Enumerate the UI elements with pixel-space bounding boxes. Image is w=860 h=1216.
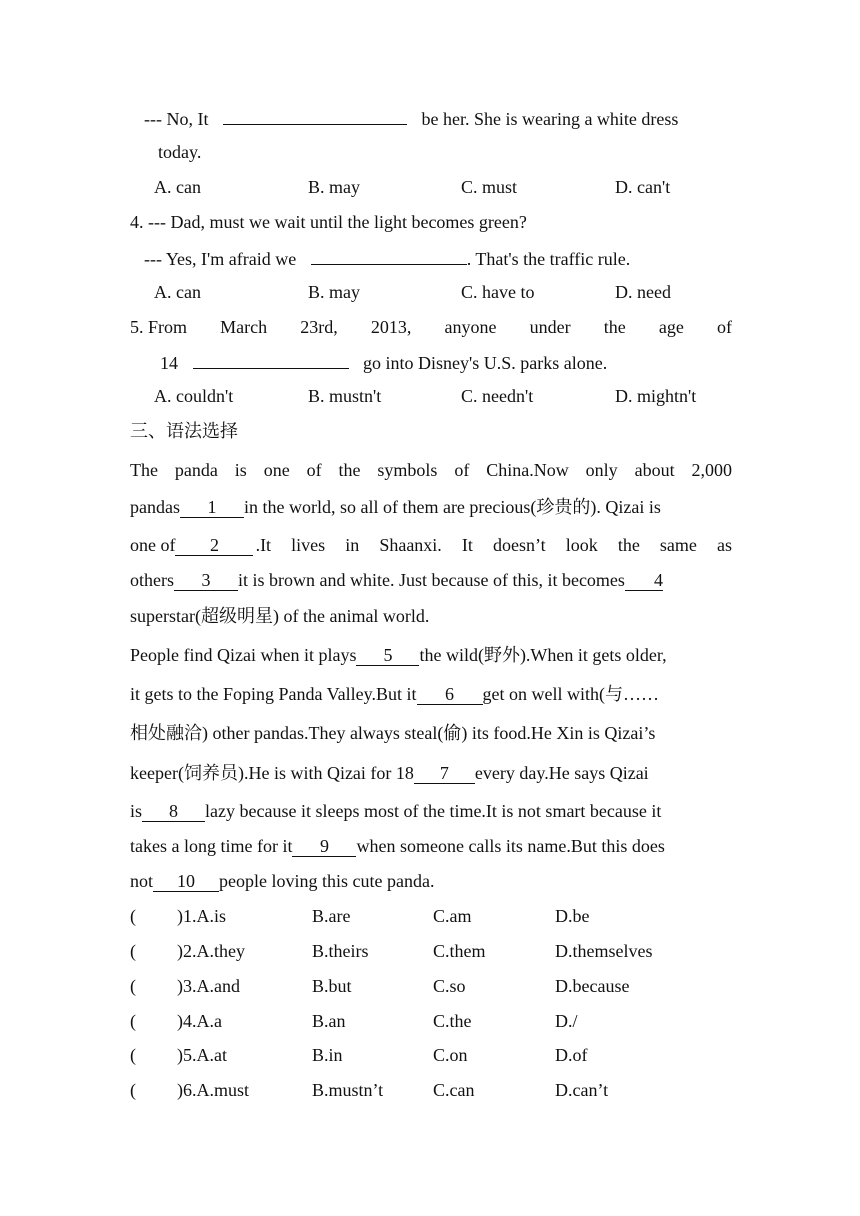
choice-3-c[interactable]: C.so [433, 976, 466, 996]
blank-7[interactable]: 7 [414, 763, 475, 784]
choice-6-d[interactable]: D.can’t [555, 1080, 609, 1100]
passage-p2-line3: 相处融洽) other pandas.They always steal(偷) its food.He Xin is Qizai’s [130, 723, 656, 743]
q5-word: 5. From [130, 317, 188, 337]
q4-answer-line [144, 246, 630, 270]
q3-option-d[interactable]: D. can't [615, 177, 671, 197]
q4-question: 4. --- Dad, must we wait until the light becomes green? [130, 212, 527, 232]
passage-word: It [461, 535, 473, 555]
blank-3[interactable]: 3 [174, 570, 238, 591]
choice-3-a[interactable]: )3.A.and [177, 976, 240, 996]
passage-word: is [234, 460, 247, 480]
passage-word: only [585, 460, 618, 480]
passage-text: people loving this cute panda. [219, 871, 435, 891]
blank-6[interactable]: 6 [417, 684, 483, 705]
choice-row-3-paren: ( [130, 976, 136, 996]
passage-word: .It [255, 535, 272, 555]
choice-2-a[interactable]: )2.A.they [177, 941, 245, 961]
q3-option-b[interactable]: B. may [308, 177, 360, 197]
q5-option-c[interactable]: C. needn't [461, 386, 534, 406]
choice-6-b[interactable]: B.mustn’t [312, 1080, 384, 1100]
q3-answer-line [144, 106, 678, 130]
passage-word: The [130, 460, 158, 480]
passage-word: panda [174, 460, 218, 480]
passage-text: lazy because it sleeps most of the time.It is not smart because it [205, 801, 662, 821]
passage-text: takes a long time for it [130, 836, 293, 856]
choice-5-d[interactable]: D.of [555, 1045, 588, 1065]
choice-6-a[interactable]: )6.A.must [177, 1080, 249, 1100]
passage-p1-line1 [130, 459, 732, 481]
passage-p1-line4 [130, 569, 663, 591]
q3-line1-pre: --- No, It [144, 109, 209, 129]
choice-4-b[interactable]: B.an [312, 1011, 346, 1031]
q5-word: under [529, 317, 571, 337]
passage-word: lives [291, 535, 326, 555]
q4-option-a[interactable]: A. can [154, 282, 201, 302]
passage-p2-line4 [130, 762, 649, 784]
choice-4-a[interactable]: )4.A.a [177, 1011, 222, 1031]
section-title: 三、语法选择 [130, 421, 238, 442]
q4-option-d[interactable]: D. need [615, 282, 671, 302]
choice-3-b[interactable]: B.but [312, 976, 352, 996]
passage-word: Shaanxi. [379, 535, 442, 555]
q5-word: 2013, [370, 317, 412, 337]
passage-word: symbols [377, 460, 438, 480]
passage-word: of [454, 460, 470, 480]
q5-word: age [658, 317, 684, 337]
q4-line2-post: . That's the traffic rule. [466, 249, 631, 269]
passage-word: as [716, 535, 732, 555]
choice-6-c[interactable]: C.can [433, 1080, 475, 1100]
q4-blank[interactable] [311, 246, 467, 265]
choice-1-d[interactable]: D.be [555, 906, 590, 926]
passage-text: is [130, 801, 143, 821]
choice-4-c[interactable]: C.the [433, 1011, 472, 1031]
q5-word: March [220, 317, 268, 337]
q3-option-c[interactable]: C. must [461, 177, 518, 197]
passage-word: about [634, 460, 675, 480]
passage-p1-line5: superstar(超级明星) of the animal world. [130, 606, 430, 626]
q4-option-c[interactable]: C. have to [461, 282, 535, 302]
q5-option-a[interactable]: A. couldn't [154, 386, 234, 406]
passage-text: it gets to the Foping Panda Valley.But it [130, 684, 417, 704]
passage-text: People find Qizai when it plays [130, 645, 357, 665]
passage-word: one [263, 460, 290, 480]
passage-text: others [130, 570, 174, 590]
choice-1-a[interactable]: )1.A.is [177, 906, 226, 926]
choice-2-c[interactable]: C.them [433, 941, 486, 961]
q3-line1-post: be her. She is wearing a white dress [421, 109, 679, 129]
choice-5-a[interactable]: )5.A.at [177, 1045, 227, 1065]
passage-word: look [565, 535, 598, 555]
passage-p1-line3 [130, 534, 732, 556]
q3-blank[interactable] [223, 106, 407, 125]
q5-option-d[interactable]: D. mightn't [615, 386, 697, 406]
passage-word: doesn’t [492, 535, 546, 555]
blank-9[interactable]: 9 [292, 836, 356, 857]
q5-word: the [603, 317, 626, 337]
choice-3-d[interactable]: D.because [555, 976, 630, 996]
q5-line2-post: go into Disney's U.S. parks alone. [363, 353, 608, 373]
blank-4[interactable]: 4 [625, 570, 663, 591]
passage-text: one of [130, 535, 176, 555]
q5-word: 23rd, [300, 317, 338, 337]
q4-line2-pre: --- Yes, I'm afraid we [144, 249, 297, 269]
choice-row-4-paren: ( [130, 1011, 136, 1031]
choice-row-5-paren: ( [130, 1045, 136, 1065]
passage-word: 2,000 [691, 460, 732, 480]
passage-p2-line2 [130, 683, 659, 705]
passage-p2-line6 [130, 835, 665, 857]
q5-line2-pre: 14 [160, 353, 178, 373]
choice-2-d[interactable]: D.themselves [555, 941, 653, 961]
blank-1[interactable]: 1 [180, 497, 244, 518]
passage-text: not [130, 871, 154, 891]
passage-word: the [617, 535, 640, 555]
passage-text: get on well with(与…… [482, 684, 659, 704]
q5-word: anyone [444, 317, 497, 337]
choice-1-b[interactable]: B.are [312, 906, 351, 926]
passage-p2-line1 [130, 644, 667, 666]
q5-word: of [716, 317, 732, 337]
blank-5[interactable]: 5 [356, 645, 419, 666]
passage-text: the wild(野外).When it gets older, [419, 645, 667, 665]
q5-answer-line [160, 350, 607, 374]
passage-text: when someone calls its name.But this does [356, 836, 665, 856]
blank-2[interactable]: 2 [175, 535, 253, 556]
q5-question [130, 316, 732, 338]
blank-10[interactable]: 10 [153, 871, 219, 892]
passage-text: pandas [130, 497, 180, 517]
blank-8[interactable]: 8 [142, 801, 205, 822]
choice-row-1-paren: ( [130, 906, 136, 926]
q5-blank[interactable] [193, 350, 349, 369]
passage-p2-line7 [130, 870, 434, 892]
choice-5-b[interactable]: B.in [312, 1045, 343, 1065]
choice-2-b[interactable]: B.theirs [312, 941, 369, 961]
choice-row-2-paren: ( [130, 941, 136, 961]
choice-1-c[interactable]: C.am [433, 906, 472, 926]
q3-line2: today. [158, 142, 202, 162]
passage-word: the [338, 460, 361, 480]
passage-word: same [659, 535, 697, 555]
q3-option-a[interactable]: A. can [154, 177, 201, 197]
passage-text: in the world, so all of them are precious(珍贵的). Qizai is [243, 497, 661, 517]
passage-text: every day.He says Qizai [474, 763, 649, 783]
q4-option-b[interactable]: B. may [308, 282, 360, 302]
passage-p2-line5 [130, 800, 661, 822]
passage-text-with-blank [130, 534, 253, 556]
q5-option-b[interactable]: B. mustn't [308, 386, 382, 406]
passage-word: China.Now [486, 460, 569, 480]
choice-4-d[interactable]: D./ [555, 1011, 578, 1031]
passage-p1-line2 [130, 496, 661, 518]
passage-word: of [306, 460, 322, 480]
choice-row-6-paren: ( [130, 1080, 136, 1100]
passage-text: keeper(饲养员).He is with Qizai for 18 [130, 763, 414, 783]
passage-word: in [345, 535, 360, 555]
passage-text: it is brown and white. Just because of this, it becomes [238, 570, 625, 590]
choice-5-c[interactable]: C.on [433, 1045, 468, 1065]
